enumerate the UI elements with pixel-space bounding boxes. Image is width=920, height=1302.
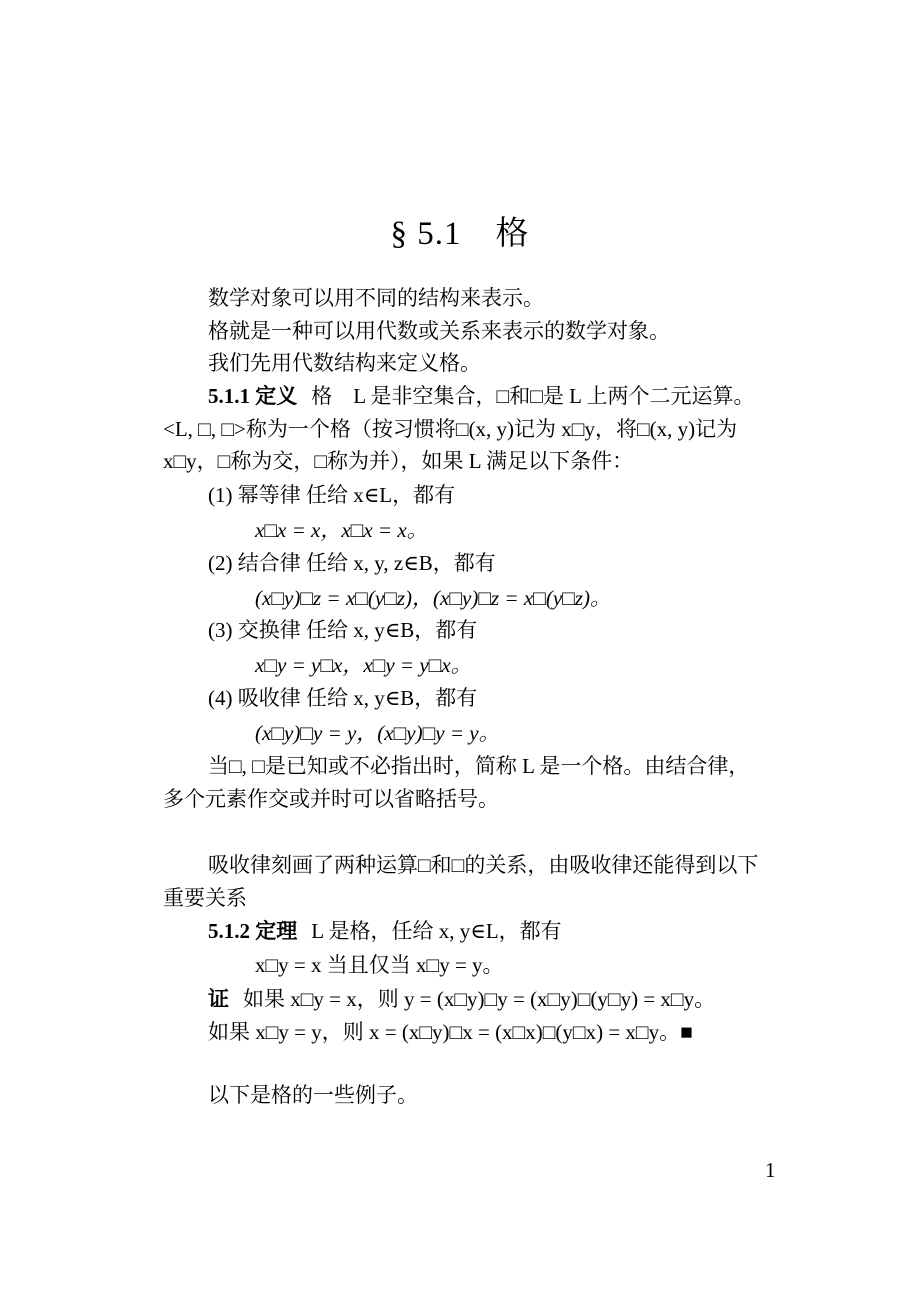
section-name: 格: [495, 216, 530, 252]
proof-line-2: 如果 x□y = y，则 x = (x□y)□x = (x□x)□(y□x) = x□y。■: [208, 1020, 693, 1044]
page-number: 1: [765, 1158, 776, 1182]
theorem-line: [208, 916, 562, 946]
proof-line-1: [208, 984, 715, 1014]
definition-line-3: x□y，□称为交，□称为并），如果 L 满足以下条件：: [163, 449, 634, 473]
remark-line-2: 多个元素作交或并时可以省略括号。: [163, 787, 499, 811]
intro-line-2: 格就是一种可以用代数或关系来表示的数学对象。: [208, 319, 670, 343]
definition-label: 5.1.1 定义: [208, 384, 298, 408]
remark-line-1: 当□, □是已知或不必指出时，简称 L 是一个格。由结合律，: [208, 754, 750, 778]
definition-line-1: [208, 381, 754, 411]
absorption-line-2: 重要关系: [163, 886, 247, 910]
theorem-formula: x□y = x 当且仅当 x□y = y。: [255, 953, 504, 977]
absorption-line-1: 吸收律刻画了两种运算□和□的关系，由吸收律还能得到以下: [208, 853, 759, 877]
proof-text-1: 如果 x□y = x，则 y = (x□y)□y = (x□y)□(y□y) = x□y。: [243, 987, 716, 1011]
condition-2-formula: (x□y)□z = x□(y□z)，(x□y)□z = x□(y□z)。: [255, 586, 612, 610]
condition-1-head: (1) 幂等律 任给 x∈L，都有: [208, 483, 456, 507]
condition-4-formula: (x□y)□y = y，(x□y)□y = y。: [255, 721, 500, 745]
condition-1-formula: x□x = x，x□x = x。: [255, 518, 428, 542]
condition-4-head: (4) 吸收律 任给 x, y∈B，都有: [208, 686, 478, 710]
intro-line-1: 数学对象可以用不同的结构来表示。: [208, 286, 544, 310]
condition-3-head: (3) 交换律 任给 x, y∈B，都有: [208, 618, 478, 642]
closing-line: 以下是格的一些例子。: [208, 1083, 418, 1107]
definition-text-1: 格 L 是非空集合，□和□是 L 上两个二元运算。: [311, 384, 755, 408]
intro-line-3: 我们先用代数结构来定义格。: [208, 351, 481, 375]
section-number: § 5.1: [390, 216, 462, 252]
theorem-label: 5.1.2 定理: [208, 919, 298, 943]
section-title: [0, 207, 920, 254]
definition-line-2: <L, □, □>称为一个格（按习惯将□(x, y)记为 x□y，将□(x, y)记为: [163, 417, 738, 441]
theorem-text: L 是格，任给 x, y∈L，都有: [311, 919, 562, 943]
condition-2-head: (2) 结合律 任给 x, y, z∈B，都有: [208, 551, 496, 575]
condition-3-formula: x□y = y□x，x□y = y□x。: [255, 653, 472, 677]
proof-label: 证: [208, 987, 229, 1011]
